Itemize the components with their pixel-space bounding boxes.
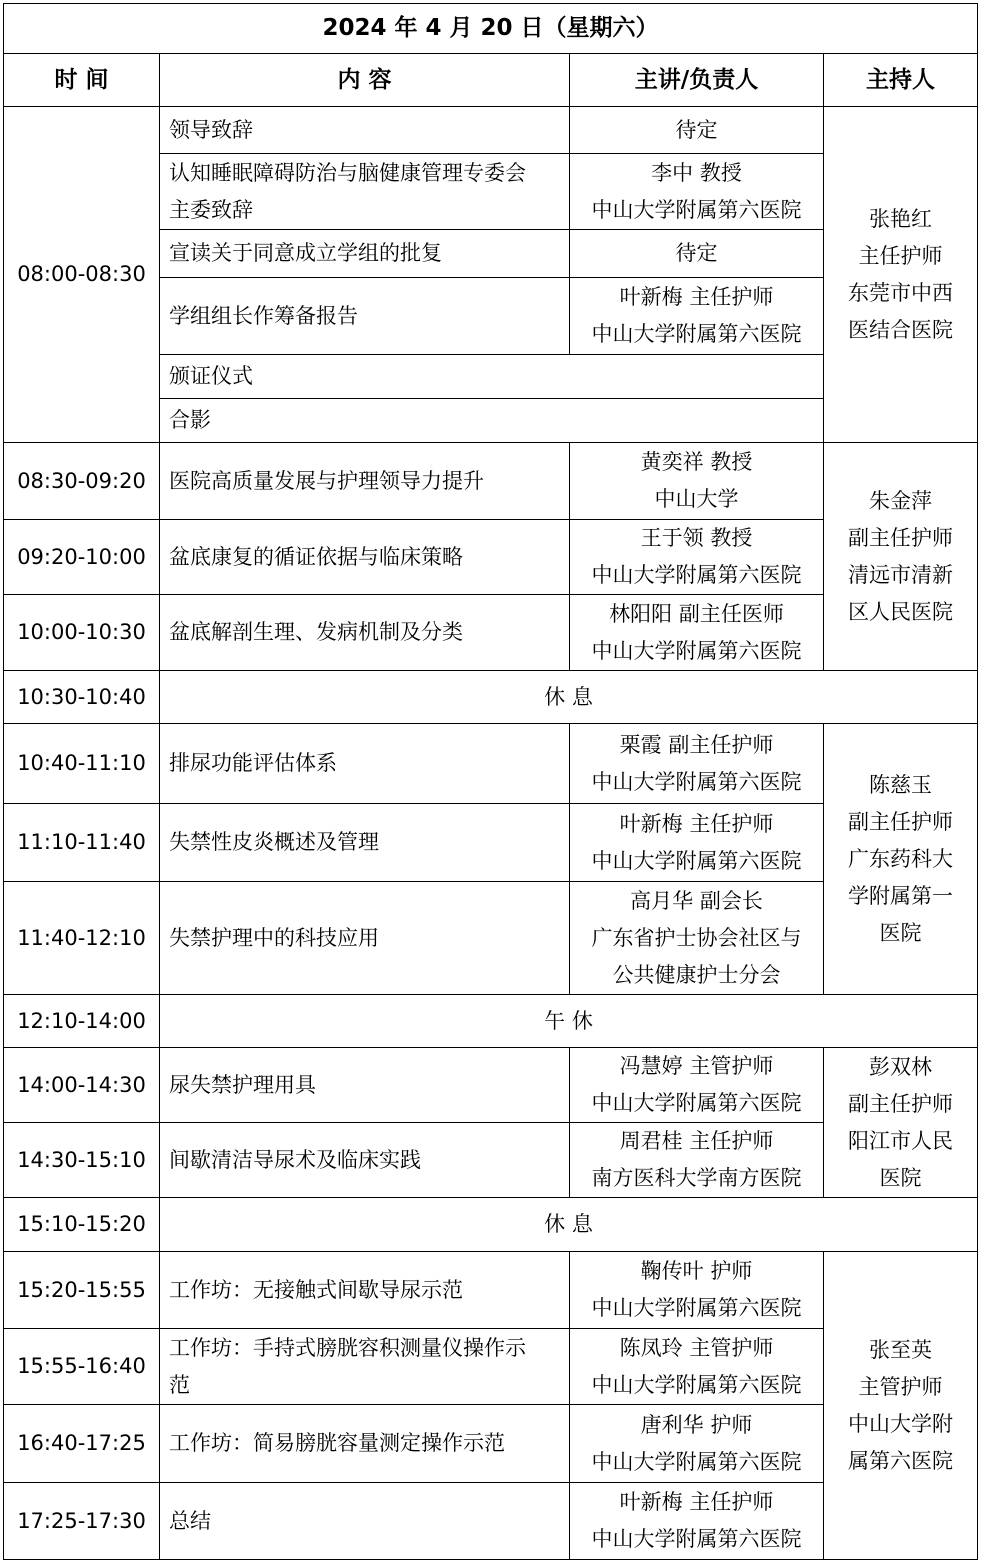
break-row — [4, 995, 978, 1048]
header-speaker: 主讲/负责人 — [570, 54, 824, 107]
time-cell: 10:40-11:10 — [4, 724, 160, 804]
time-cell: 08:00-08:30 — [4, 107, 160, 443]
table-row — [4, 1048, 978, 1123]
content-cell: 尿失禁护理用具 — [160, 1048, 570, 1123]
host-cell: 张至英 主管护师 中山大学附 属第六医院 — [824, 1252, 978, 1560]
host-cell: 张艳红 主任护师 东莞市中西 医结合医院 — [824, 107, 978, 443]
speaker-cell: 叶新梅 主任护师 中山大学附属第六医院 — [570, 1483, 824, 1560]
speaker-cell: 待定 — [570, 230, 824, 278]
content-cell: 工作坊：手持式膀胱容积测量仪操作示 范 — [160, 1329, 570, 1405]
time-cell: 15:20-15:55 — [4, 1252, 160, 1329]
table-row — [4, 443, 978, 520]
content-cell: 学组组长作筹备报告 — [160, 278, 570, 355]
time-cell: 14:30-15:10 — [4, 1123, 160, 1198]
time-cell: 14:00-14:30 — [4, 1048, 160, 1123]
table-row — [4, 107, 978, 154]
break-row — [4, 1198, 978, 1252]
content-cell: 认知睡眠障碍防治与脑健康管理专委会 主委致辞 — [160, 154, 570, 230]
time-cell: 16:40-17:25 — [4, 1405, 160, 1483]
time-cell: 10:00-10:30 — [4, 595, 160, 671]
schedule-title: 2024 年 4 月 20 日（星期六） — [4, 4, 978, 54]
time-cell: 17:25-17:30 — [4, 1483, 160, 1560]
speaker-cell: 高月华 副会长 广东省护士协会社区与 公共健康护士分会 — [570, 882, 824, 995]
header-content: 内 容 — [160, 54, 570, 107]
content-cell: 失禁护理中的科技应用 — [160, 882, 570, 995]
header-row — [4, 54, 978, 107]
speaker-cell: 唐利华 护师 中山大学附属第六医院 — [570, 1405, 824, 1483]
speaker-cell: 冯慧婷 主管护师 中山大学附属第六医院 — [570, 1048, 824, 1123]
speaker-cell: 待定 — [570, 107, 824, 154]
content-cell: 失禁性皮炎概述及管理 — [160, 804, 570, 882]
schedule-table — [3, 3, 978, 1560]
content-cell: 工作坊：简易膀胱容量测定操作示范 — [160, 1405, 570, 1483]
speaker-cell: 叶新梅 主任护师 中山大学附属第六医院 — [570, 804, 824, 882]
speaker-cell: 李中 教授 中山大学附属第六医院 — [570, 154, 824, 230]
content-cell: 盆底康复的循证依据与临床策略 — [160, 520, 570, 595]
time-cell: 15:10-15:20 — [4, 1198, 160, 1252]
content-cell: 领导致辞 — [160, 107, 570, 154]
content-cell: 颁证仪式 — [160, 355, 824, 399]
content-cell: 合影 — [160, 399, 824, 443]
time-cell: 15:55-16:40 — [4, 1329, 160, 1405]
speaker-cell: 陈凤玲 主管护师 中山大学附属第六医院 — [570, 1329, 824, 1405]
time-cell: 12:10-14:00 — [4, 995, 160, 1048]
content-cell: 总结 — [160, 1483, 570, 1560]
break-label: 休 息 — [160, 1198, 978, 1252]
content-cell: 宣读关于同意成立学组的批复 — [160, 230, 570, 278]
table-row — [4, 724, 978, 804]
speaker-cell: 黄奕祥 教授 中山大学 — [570, 443, 824, 520]
speaker-cell: 鞠传叶 护师 中山大学附属第六医院 — [570, 1252, 824, 1329]
break-row — [4, 671, 978, 724]
host-cell: 陈慈玉 副主任护师 广东药科大 学附属第一 医院 — [824, 724, 978, 995]
content-cell: 间歇清洁导尿术及临床实践 — [160, 1123, 570, 1198]
speaker-cell: 王于领 教授 中山大学附属第六医院 — [570, 520, 824, 595]
content-cell: 工作坊：无接触式间歇导尿示范 — [160, 1252, 570, 1329]
break-label: 午 休 — [160, 995, 978, 1048]
speaker-cell: 栗霞 副主任护师 中山大学附属第六医院 — [570, 724, 824, 804]
speaker-cell: 周君桂 主任护师 南方医科大学南方医院 — [570, 1123, 824, 1198]
speaker-cell: 林阳阳 副主任医师 中山大学附属第六医院 — [570, 595, 824, 671]
time-cell: 09:20-10:00 — [4, 520, 160, 595]
time-cell: 11:10-11:40 — [4, 804, 160, 882]
time-cell: 10:30-10:40 — [4, 671, 160, 724]
table-row — [4, 1252, 978, 1329]
time-cell: 11:40-12:10 — [4, 882, 160, 995]
time-cell: 08:30-09:20 — [4, 443, 160, 520]
header-time: 时 间 — [4, 54, 160, 107]
header-host: 主持人 — [824, 54, 978, 107]
host-cell: 彭双林 副主任护师 阳江市人民 医院 — [824, 1048, 978, 1198]
content-cell: 排尿功能评估体系 — [160, 724, 570, 804]
host-cell: 朱金萍 副主任护师 清远市清新 区人民医院 — [824, 443, 978, 671]
speaker-cell: 叶新梅 主任护师 中山大学附属第六医院 — [570, 278, 824, 355]
break-label: 休 息 — [160, 671, 978, 724]
title-row — [4, 4, 978, 54]
content-cell: 盆底解剖生理、发病机制及分类 — [160, 595, 570, 671]
content-cell: 医院高质量发展与护理领导力提升 — [160, 443, 570, 520]
